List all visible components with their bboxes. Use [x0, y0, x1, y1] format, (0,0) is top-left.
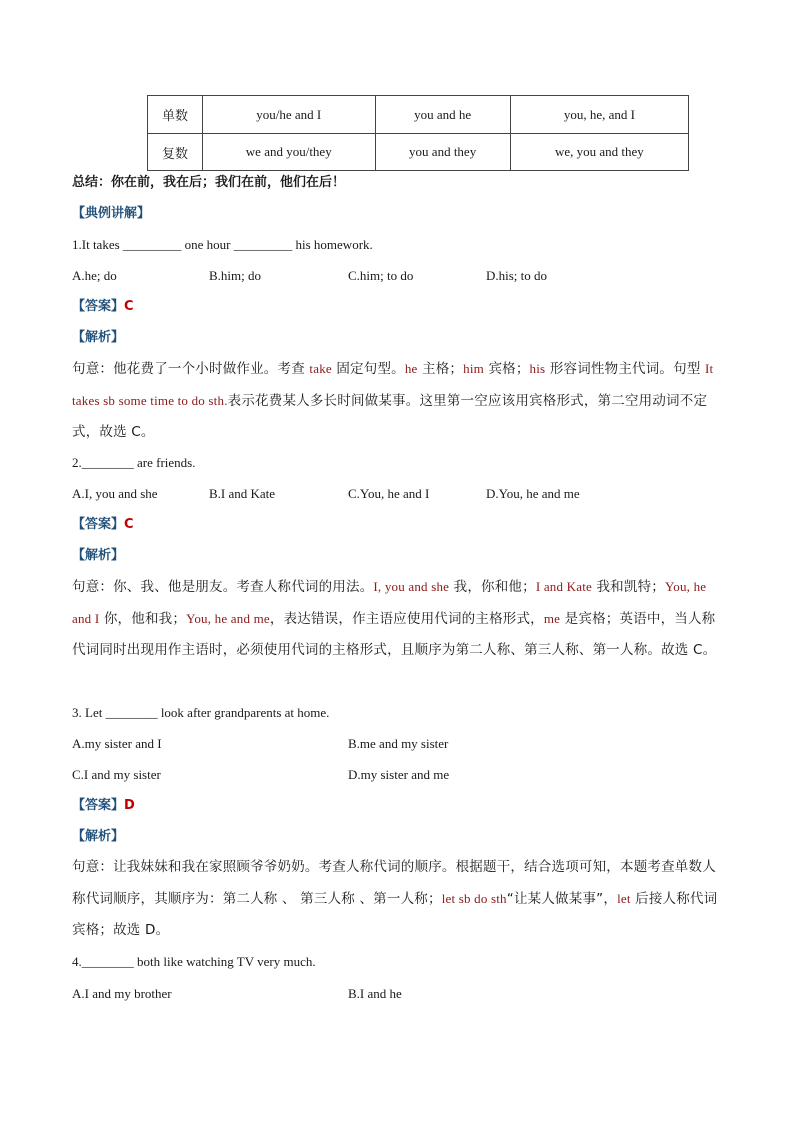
q4-option-b: B.I and he — [348, 986, 402, 1001]
analysis-text: 你，他和我； — [99, 611, 187, 627]
analysis-text: 我和凯特； — [591, 579, 665, 595]
english-term: let sb do sth — [441, 891, 507, 906]
analysis-text: ，表达错误，作主语应使用代词的主格形式， — [269, 611, 544, 627]
row-head-plural: 复数 — [148, 134, 203, 171]
row-head-singular: 单数 — [148, 96, 203, 134]
q2-option-a: A.I, you and she — [72, 486, 158, 501]
summary-text: 总结：你在前，我在后；我们在前，他们在后！ — [72, 175, 346, 190]
q3-analysis — [72, 852, 722, 946]
english-term: You, he and me — [186, 611, 270, 626]
table-cell: you, he, and I — [510, 96, 688, 134]
analysis-text: 句意：你、我、他是朋友。考查人称代词的用法。 — [72, 579, 374, 595]
analysis-text: 是宾格；英语中，当人称代词同时出现用作主语时，必须使用代词的主格形式，且顺序为第二人称、第三人称、第一人称。故选 C。 — [72, 611, 717, 658]
table-cell: you and they — [375, 134, 510, 171]
q4-option-a: A.I and my brother — [72, 986, 172, 1001]
q3-option-b: B.me and my sister — [348, 736, 449, 751]
analysis-text: “让某人做某事”， — [506, 891, 618, 907]
answer-label: 【答案】 — [72, 299, 125, 314]
english-term: he — [404, 361, 418, 376]
table-cell: we and you/they — [203, 134, 376, 171]
table-row — [148, 134, 689, 171]
analysis-text: 句意：他花费了一个小时做作业。考查 — [72, 361, 310, 377]
analysis-text: 句意：让我妹妹和我在家照顾爷爷奶奶。考查人称代词的顺序。根据题干，结合选项可知，本题考查单数人称代词顺序，其顺序为：第二人称 、 第三人称 、第一人称； — [72, 859, 716, 907]
q3-analysis-label: 【解析】 — [72, 829, 125, 844]
english-term: It takes sb some time to do sth. — [72, 361, 714, 408]
analysis-text: 宾格； — [483, 361, 530, 377]
analysis-text: 我，你和他； — [449, 579, 536, 595]
q2-answer — [72, 517, 134, 533]
q1-option-a: A.he; do — [72, 268, 117, 283]
q3-answer — [72, 798, 135, 814]
pronoun-order-table — [147, 95, 689, 171]
question-1-stem: 1.It takes _________ one hour _________ his homework. — [72, 237, 373, 252]
q1-analysis-label: 【解析】 — [72, 330, 125, 345]
q1-option-c: C.him; to do — [348, 268, 414, 283]
q1-analysis — [72, 353, 722, 448]
english-term: his — [529, 361, 546, 376]
english-term: I, you and she — [373, 579, 450, 594]
english-term: I and Kate — [535, 579, 592, 594]
english-term: him — [463, 361, 484, 376]
english-term: me — [543, 611, 561, 626]
answer-value: C — [124, 517, 134, 532]
q3-option-c: C.I and my sister — [72, 767, 161, 782]
q2-option-b: B.I and Kate — [209, 486, 276, 501]
table-row — [148, 96, 689, 134]
answer-label: 【答案】 — [72, 517, 125, 532]
q2-option-c: C.You, he and I — [348, 486, 430, 501]
english-term: You, he and I — [72, 579, 707, 626]
answer-value: D — [124, 798, 135, 813]
analysis-text: 主格； — [417, 361, 464, 377]
table-cell: you/he and I — [203, 96, 376, 134]
analysis-text: 后接人称代词宾格；故选 D。 — [72, 891, 718, 938]
q3-option-a: A.my sister and I — [72, 736, 162, 751]
analysis-text: 形容词性物主代词。句型 — [545, 361, 706, 377]
q1-option-b: B.him; do — [209, 268, 262, 283]
english-term: let — [617, 891, 631, 906]
table-cell: you and he — [375, 96, 510, 134]
question-3-stem: 3. Let ________ look after grandparents at home. — [72, 705, 330, 720]
answer-value: C — [124, 299, 134, 314]
analysis-text: 表示花费某人多长时间做某事。这里第一空应该用宾格形式，第二空用动词不定式，故选 C。 — [72, 393, 708, 440]
analysis-text: 固定句型。 — [331, 361, 405, 377]
answer-label: 【答案】 — [72, 798, 125, 813]
english-term: take — [309, 361, 332, 376]
q1-option-d: D.his; to do — [486, 268, 548, 283]
q2-analysis — [72, 571, 722, 666]
q2-option-d: D.You, he and me — [486, 486, 580, 501]
question-4-stem: 4.________ both like watching TV very much. — [72, 954, 316, 969]
table-cell: we, you and they — [510, 134, 688, 171]
question-2-stem: 2.________ are friends. — [72, 455, 196, 470]
q2-analysis-label: 【解析】 — [72, 548, 125, 563]
q1-answer — [72, 299, 134, 315]
q3-option-d: D.my sister and me — [348, 767, 450, 782]
section-title: 【典例讲解】 — [72, 206, 151, 221]
